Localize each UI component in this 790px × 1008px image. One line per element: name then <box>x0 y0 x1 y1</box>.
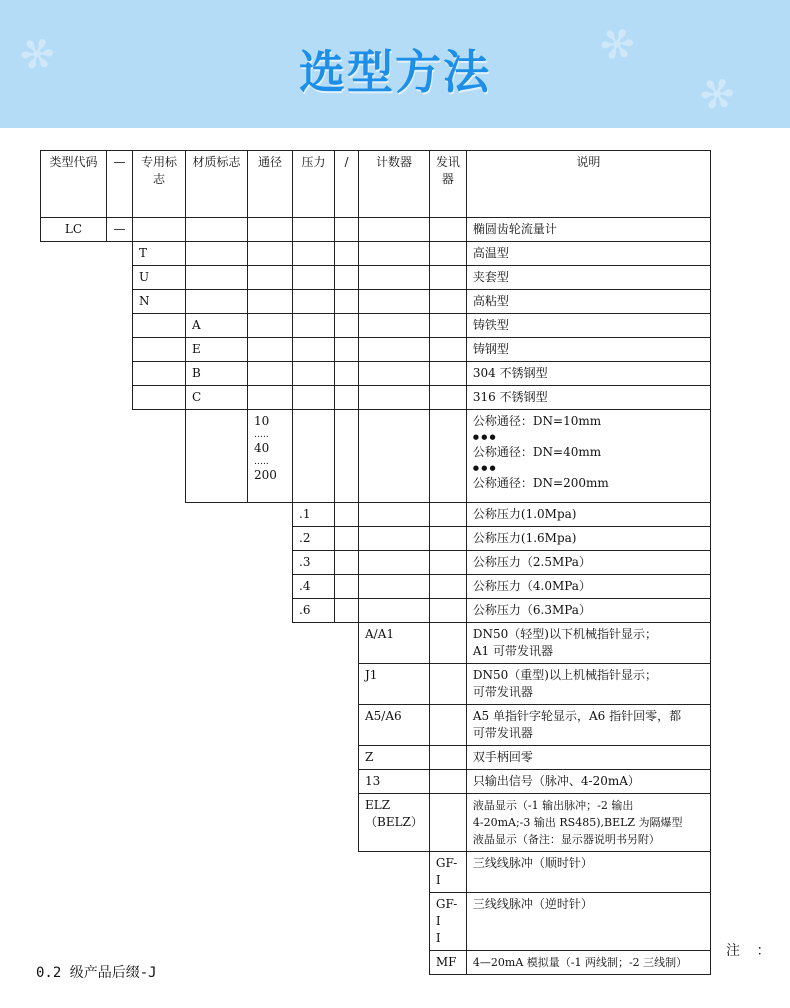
description-cell: 304 不锈钢型 <box>466 362 710 386</box>
table-row <box>41 218 711 242</box>
footer-note: 0.2 级产品后缀-J <box>36 965 157 981</box>
table-row <box>41 770 711 794</box>
description-cell: 三线线脉冲（逆时针） <box>466 893 710 951</box>
description-cell: 316 不锈钢型 <box>466 386 710 410</box>
material-code-cell: C <box>186 386 248 410</box>
pressure-code-cell: .6 <box>293 599 335 623</box>
description-cell: A5 单指针字轮显示，A6 指针回零，都 可带发讯器 <box>466 705 710 746</box>
description-cell: 椭圆齿轮流量计 <box>466 218 710 242</box>
pressure-code-cell: .4 <box>293 575 335 599</box>
description-cell: 公称压力（4.0MPa） <box>466 575 710 599</box>
table-row <box>41 705 711 746</box>
table-row <box>41 338 711 362</box>
table-header-row <box>41 151 711 218</box>
description-cell: 铸铁型 <box>466 314 710 338</box>
counter-code-cell: ELZ （BELZ） <box>359 794 430 852</box>
special-code-cell: T <box>133 242 186 266</box>
table-row <box>41 852 711 893</box>
description-cell: 高粘型 <box>466 290 710 314</box>
header-counter: 计数器 <box>359 151 430 218</box>
transmitter-code-cell: MF <box>429 951 466 975</box>
header-description: 说明 <box>466 151 710 218</box>
table-row <box>41 599 711 623</box>
transmitter-code-cell: GF-I I <box>429 893 466 951</box>
counter-code-cell: A/A1 <box>359 623 430 664</box>
description-cell: 高温型 <box>466 242 710 266</box>
watermark-icon: ✻ <box>9 24 67 85</box>
material-code-cell: B <box>186 362 248 386</box>
header-slash: / <box>335 151 359 218</box>
diameter-code-cell: 10 ….. 40 ….. 200 <box>248 410 293 503</box>
type-code-cell: LC <box>41 218 107 242</box>
description-cell: 4—20mA 模拟量（-1 两线制；-2 三线制） <box>466 951 710 975</box>
table-row <box>41 623 711 664</box>
notes-label: 注 ： <box>726 943 777 959</box>
table-row <box>41 410 711 503</box>
table-row <box>41 290 711 314</box>
watermark-icon: ✻ <box>589 14 647 75</box>
selection-table <box>40 150 711 975</box>
table-row <box>41 746 711 770</box>
description-cell: 只输出信号（脉冲、4-20mA） <box>466 770 710 794</box>
dash-cell: — <box>107 218 133 242</box>
counter-code-cell: J1 <box>359 664 430 705</box>
table-row <box>41 893 711 951</box>
counter-code-cell: 13 <box>359 770 430 794</box>
pressure-code-cell: .1 <box>293 503 335 527</box>
header-type-code: 类型代码 <box>41 151 107 218</box>
special-code-cell: U <box>133 266 186 290</box>
page-title: 选型方法 <box>299 45 491 99</box>
counter-code-cell: Z <box>359 746 430 770</box>
header-pressure: 压力 <box>293 151 335 218</box>
description-cell: 公称压力（2.5MPa） <box>466 551 710 575</box>
description-cell: 三线线脉冲（顺时针） <box>466 852 710 893</box>
pressure-code-cell: .3 <box>293 551 335 575</box>
pressure-code-cell: .2 <box>293 527 335 551</box>
description-cell: DN50（轻型)以下机械指针显示； A1 可带发讯器 <box>466 623 710 664</box>
transmitter-code-cell: GF-I <box>429 852 466 893</box>
table-row <box>41 362 711 386</box>
description-cell: 液晶显示（-1 输出脉冲；-2 输出 4-20mA;-3 输出 RS485),BELZ 为隔爆型 液晶显示（备注：显示器说明书另附） <box>466 794 710 852</box>
description-cell: 公称压力（6.3MPa） <box>466 599 710 623</box>
header-transmitter: 发讯器 <box>429 151 466 218</box>
description-cell: 公称通径：DN=10mm ● ● ● 公称通径：DN=40mm ● ● ● 公称通径：DN=200mm <box>466 410 710 503</box>
description-cell: 公称压力(1.0Mpa) <box>466 503 710 527</box>
table-row <box>41 664 711 705</box>
material-code-cell: E <box>186 338 248 362</box>
table-row <box>41 266 711 290</box>
table-row <box>41 503 711 527</box>
header-material: 材质标志 <box>186 151 248 218</box>
description-cell: 公称压力(1.6Mpa) <box>466 527 710 551</box>
description-cell: 夹套型 <box>466 266 710 290</box>
table-row <box>41 551 711 575</box>
title-banner <box>0 0 790 128</box>
counter-code-cell: A5/A6 <box>359 705 430 746</box>
header-special: 专用标志 <box>133 151 186 218</box>
table-row <box>41 386 711 410</box>
watermark-icon: ✻ <box>689 64 747 125</box>
table-row <box>41 242 711 266</box>
table-row <box>41 575 711 599</box>
header-dash: — <box>107 151 133 218</box>
material-code-cell: A <box>186 314 248 338</box>
description-cell: DN50（重型)以上机械指针显示； 可带发讯器 <box>466 664 710 705</box>
header-diameter: 通径 <box>248 151 293 218</box>
description-cell: 双手柄回零 <box>466 746 710 770</box>
description-cell: 铸钢型 <box>466 338 710 362</box>
table-row <box>41 314 711 338</box>
table-row <box>41 794 711 852</box>
special-code-cell: N <box>133 290 186 314</box>
table-row <box>41 527 711 551</box>
